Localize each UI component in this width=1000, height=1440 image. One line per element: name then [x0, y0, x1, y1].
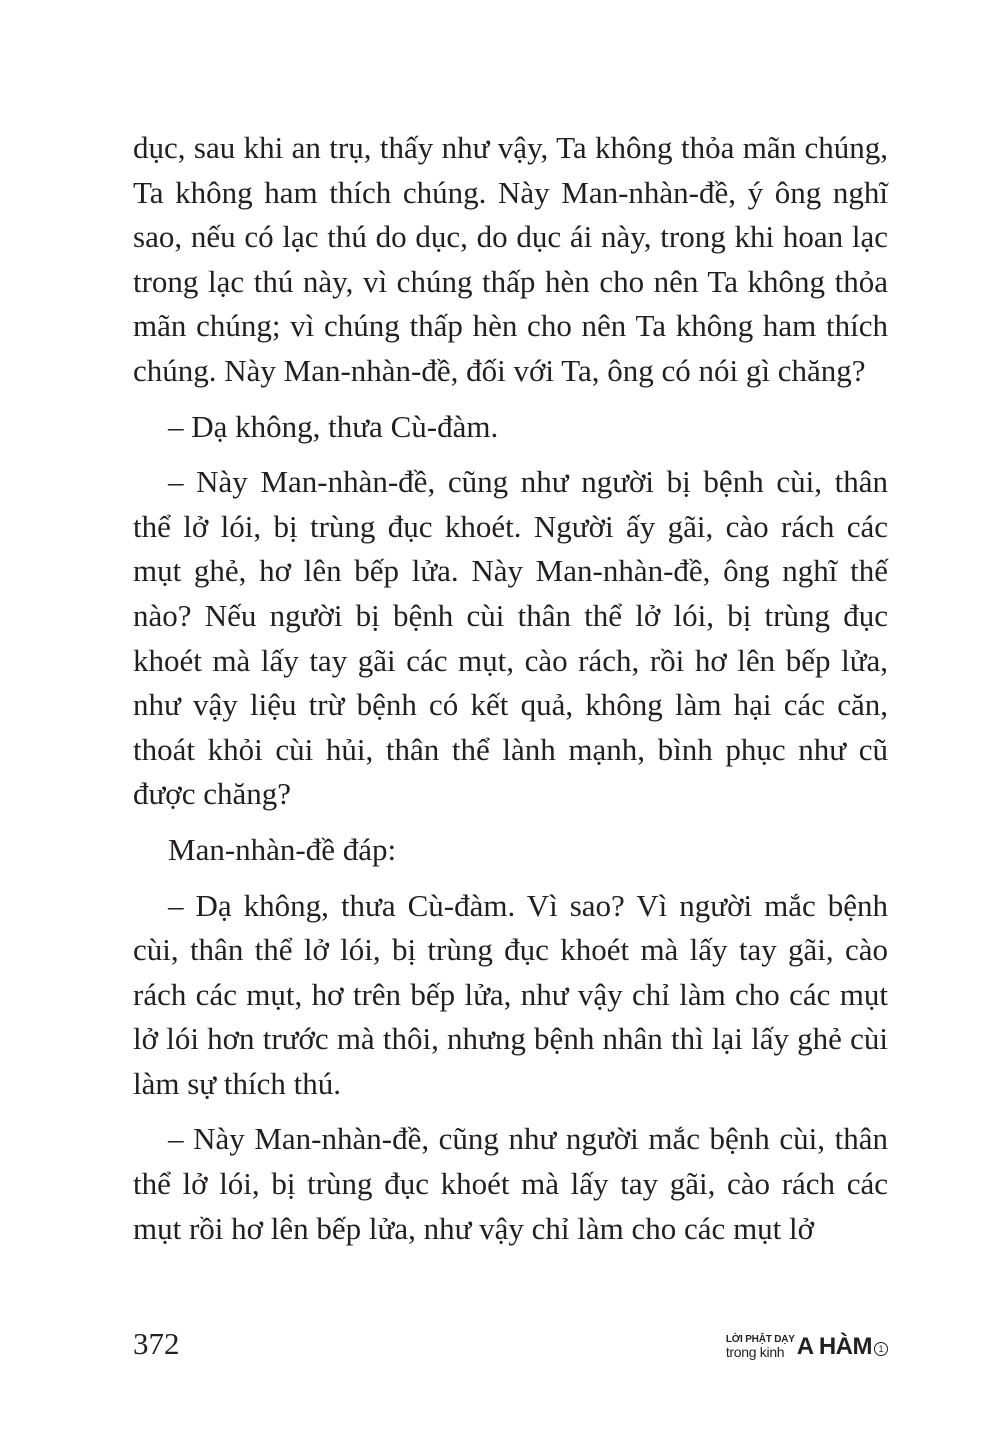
paragraph-continuation: dục, sau khi an trụ, thấy như vậy, Ta không thỏa mãn chúng, Ta không ham thích chúng. Này Man-nhàn-đề, ý ông nghĩ sao, nếu có lạc thú do dục, do dục ái này, trong khi hoan lạc trong lạc thú này, vì chúng thấp hèn cho nên Ta không thỏa mãn chúng; vì chúng thấp hèn cho nên Ta không ham thích chúng. Này Man-nhàn-đề, đối với Ta, ông có nói gì chăng? — [133, 130, 888, 388]
series-top-text: LỜI PHẬT DẠY — [725, 1334, 795, 1345]
page-body — [133, 126, 888, 1262]
series-subtitle — [726, 1334, 795, 1359]
book-series-logo — [726, 1334, 888, 1359]
paragraph-final: – Này Man-nhàn-đề, cũng như người mắc bệnh cùi, thân thể lở lói, bị trùng đục khoét mà lấy tay gãi, cào rách các mụt rồi hơ lên bếp lửa, như vậy chỉ làm cho các mụt lở — [133, 1121, 888, 1246]
paragraph-answer-intro: Man-nhàn-đề đáp: — [168, 831, 397, 867]
series-bottom-text: trong kinh — [725, 1344, 785, 1360]
page-number: 372 — [133, 1326, 180, 1361]
series-title: A HÀM — [796, 1333, 872, 1360]
paragraph-leper-simile: – Này Man-nhàn-đề, cũng như người bị bệnh cùi, thân thể lở lói, bị trùng đục khoét. Người ấy gãi, cào rách các mụt ghẻ, hơ lên bếp lửa. Này Man-nhàn-đề, ông nghĩ thế nào? Nếu người bị bệnh cùi thân thể lở lói, bị trùng đục khoét mà lấy tay gãi các mụt, cào rách, rồi hơ lên bếp lửa, như vậy liệu trừ bệnh có kết quả, không làm hại các căn, thoát khỏi cùi hủi, thân thể lành mạnh, bình phục như cũ được chăng? — [133, 464, 888, 812]
paragraph-answer: – Dạ không, thưa Cù-đàm. Vì sao? Vì người mắc bệnh cùi, thân thể lở lói, bị trùng đục khoét mà lấy tay gãi, cào rách các mụt, hơ trên bếp lửa, như vậy chỉ làm cho các mụt lở lói hơn trước mà thôi, nhưng bệnh nhân thì lại lấy ghẻ cùi làm sự thích thú. — [133, 887, 888, 1101]
volume-badge: 1 — [874, 1342, 888, 1356]
paragraph-reply: – Dạ không, thưa Cù-đàm. — [168, 408, 499, 444]
